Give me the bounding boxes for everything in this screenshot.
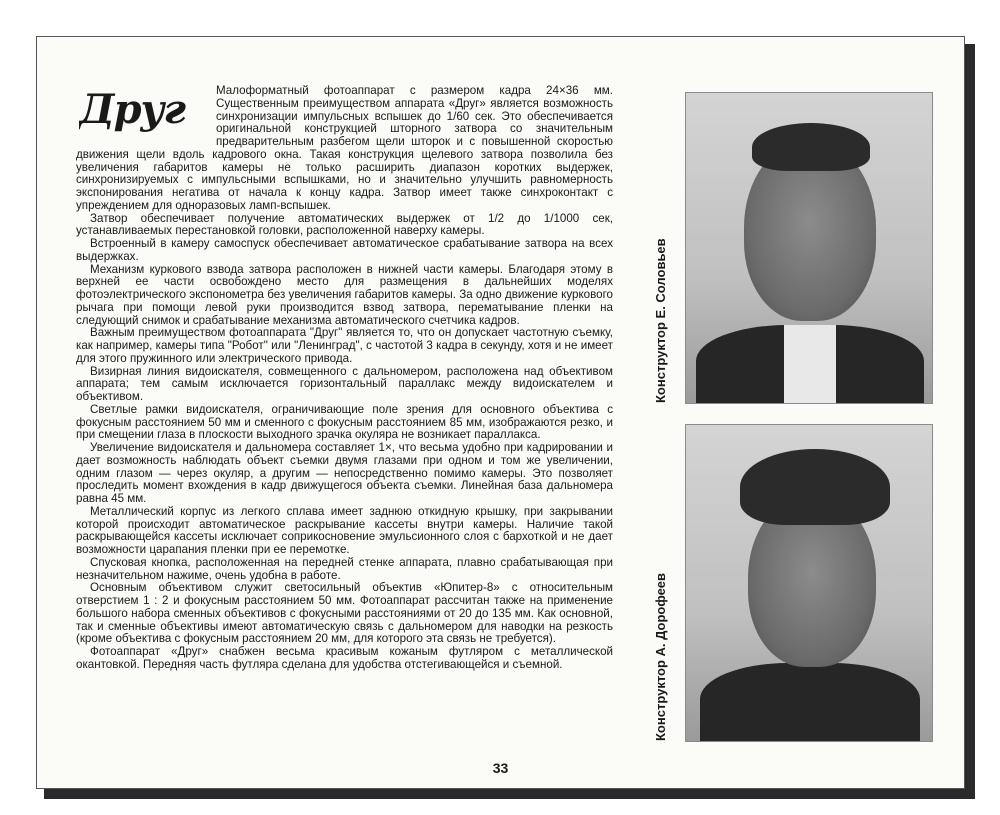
paragraph: Основным объективом служит светосильный объектив «Юпитер-8» с относительным отверстием 1 : 2 и фокусным расстоянием 50 мм. Фотоаппарат рассчитан также на применение большого набора сменных объективов с фокусными расстояниями от 20 до 135 мм. Как основной, так и сменные объективы имеют автоматическую связь с дальномером для наводки на резкость (кроме объектива с фокусным расстоянием 20 мм, для которого эта связь не требуется).	[76, 581, 613, 646]
portrait-photo-bottom	[685, 424, 933, 742]
photo-collar	[784, 325, 836, 404]
paragraph: Фотоаппарат «Друг» снабжен весьма красивым кожаным футляром с металлической окантовкой. Передняя часть футляра сделана для удобства отстегивающейся и съемной.	[76, 645, 613, 671]
paragraph: Встроенный в камеру самоспуск обеспечивает автоматическое срабатывание затвора на всех выдержках.	[76, 237, 613, 263]
portrait-photo-top	[685, 92, 933, 404]
paragraph: Важным преимуществом фотоаппарата "Друг" является то, что он допускает частотную съемку, как например, камеры типа "Робот" или "Ленинград", с частотой 3 кадра в секунду, хотя и не имеет для этого пружинного или электрического привода.	[76, 326, 613, 365]
paragraph: Светлые рамки видоискателя, ограничивающие поле зрения для основного объектива с фокусным расстоянием 50 мм и сменного с фокусным расстоянием 85 мм, изображаются резко, и при смещении глаза в плоскости выходного зрачка окуляра не возникает параллакса.	[76, 402, 613, 442]
paragraph: Визирная линия видоискателя, совмещенного с дальномером, расположена над объективом аппарата; тем самым исключается горизонтальный параллакс между видоискателем и объективом.	[76, 364, 613, 403]
page-number: 33	[492, 760, 509, 776]
paragraph: Металлический корпус из легкого сплава имеет заднюю откидную крышку, при закрывании которой происходит автоматическое раскрывание кассеты внутри камеры. Наличие такой раскрывающейся кассеты исключает соприкосновение эмульсионного слоя с бархоткой и не дает возможности царапания пленки при ее перемотке.	[76, 504, 613, 556]
caption-top: Конструктор Е. Соловьев	[653, 238, 668, 403]
photo-torso	[700, 663, 920, 742]
article-text	[76, 85, 613, 755]
logo-title: Друг	[79, 86, 185, 133]
photo-hair	[752, 123, 870, 171]
logo-spacer	[76, 85, 216, 146]
paragraph: Малоформатный фотоаппарат с размером кадра 24×36 мм. Существенным преимуществом аппарата «Друг» является возможность синхронизации импульсных вспышек до 1/60 сек. Это обеспечивается оригинальной конструкцией шторного затвора со значительным предварительным разбегом щели шторок и с повышенной скоростью движения щели вдоль кадрового окна. Такая конструкция щелевого затвора позволила без увеличения габаритов камеры не только расширить диапазон коротких выдержек, синхронизируемых с импульсными вспышками, но и значительно улучшить равномерность экспонирования негатива от начала к концу кадра. Затвор имеет также синхроконтакт с упреждением для одноразовых ламп-вспышек.	[76, 85, 613, 212]
paragraph: Спусковая кнопка, расположенная на передней стенке аппарата, плавно срабатывающая при незначительном нажиме, очень удобна в работе.	[76, 555, 613, 582]
paragraph: Затвор обеспечивает получение автоматических выдержек от 1/2 до 1/1000 сек, устанавливаемых перестановкой головки, расположенной наверху камеры.	[76, 211, 613, 238]
paragraph: Увеличение видоискателя и дальномера составляет 1×, что весьма удобно при кадрировании и дает возможность наблюдать объект съемки двумя глазами при одном и том же увеличении, одним глазом — через окуляр, а другим — непосредственно помимо камеры. Это позволяет проследить момент вхождения в кадр движущегося объекта съемки. Линейная база дальномера равна 45 мм.	[76, 441, 613, 505]
caption-bottom: Конструктор А. Дорофеев	[653, 572, 668, 741]
paragraph: Механизм куркового взвода затвора расположен в нижней части камеры. Благодаря этому в верхней ее части освобождено место для размещения в дальнейших моделях фотоэлектрического экспонометра без увеличения габаритов камеры. За одно движение куркового рычага при помощи левой руки производится взвод затвора, перематывание пленки на следующий снимок и срабатывание механизма автоматического счетчика кадров.	[76, 262, 613, 327]
magazine-page	[36, 36, 965, 789]
photo-hair	[740, 449, 890, 525]
